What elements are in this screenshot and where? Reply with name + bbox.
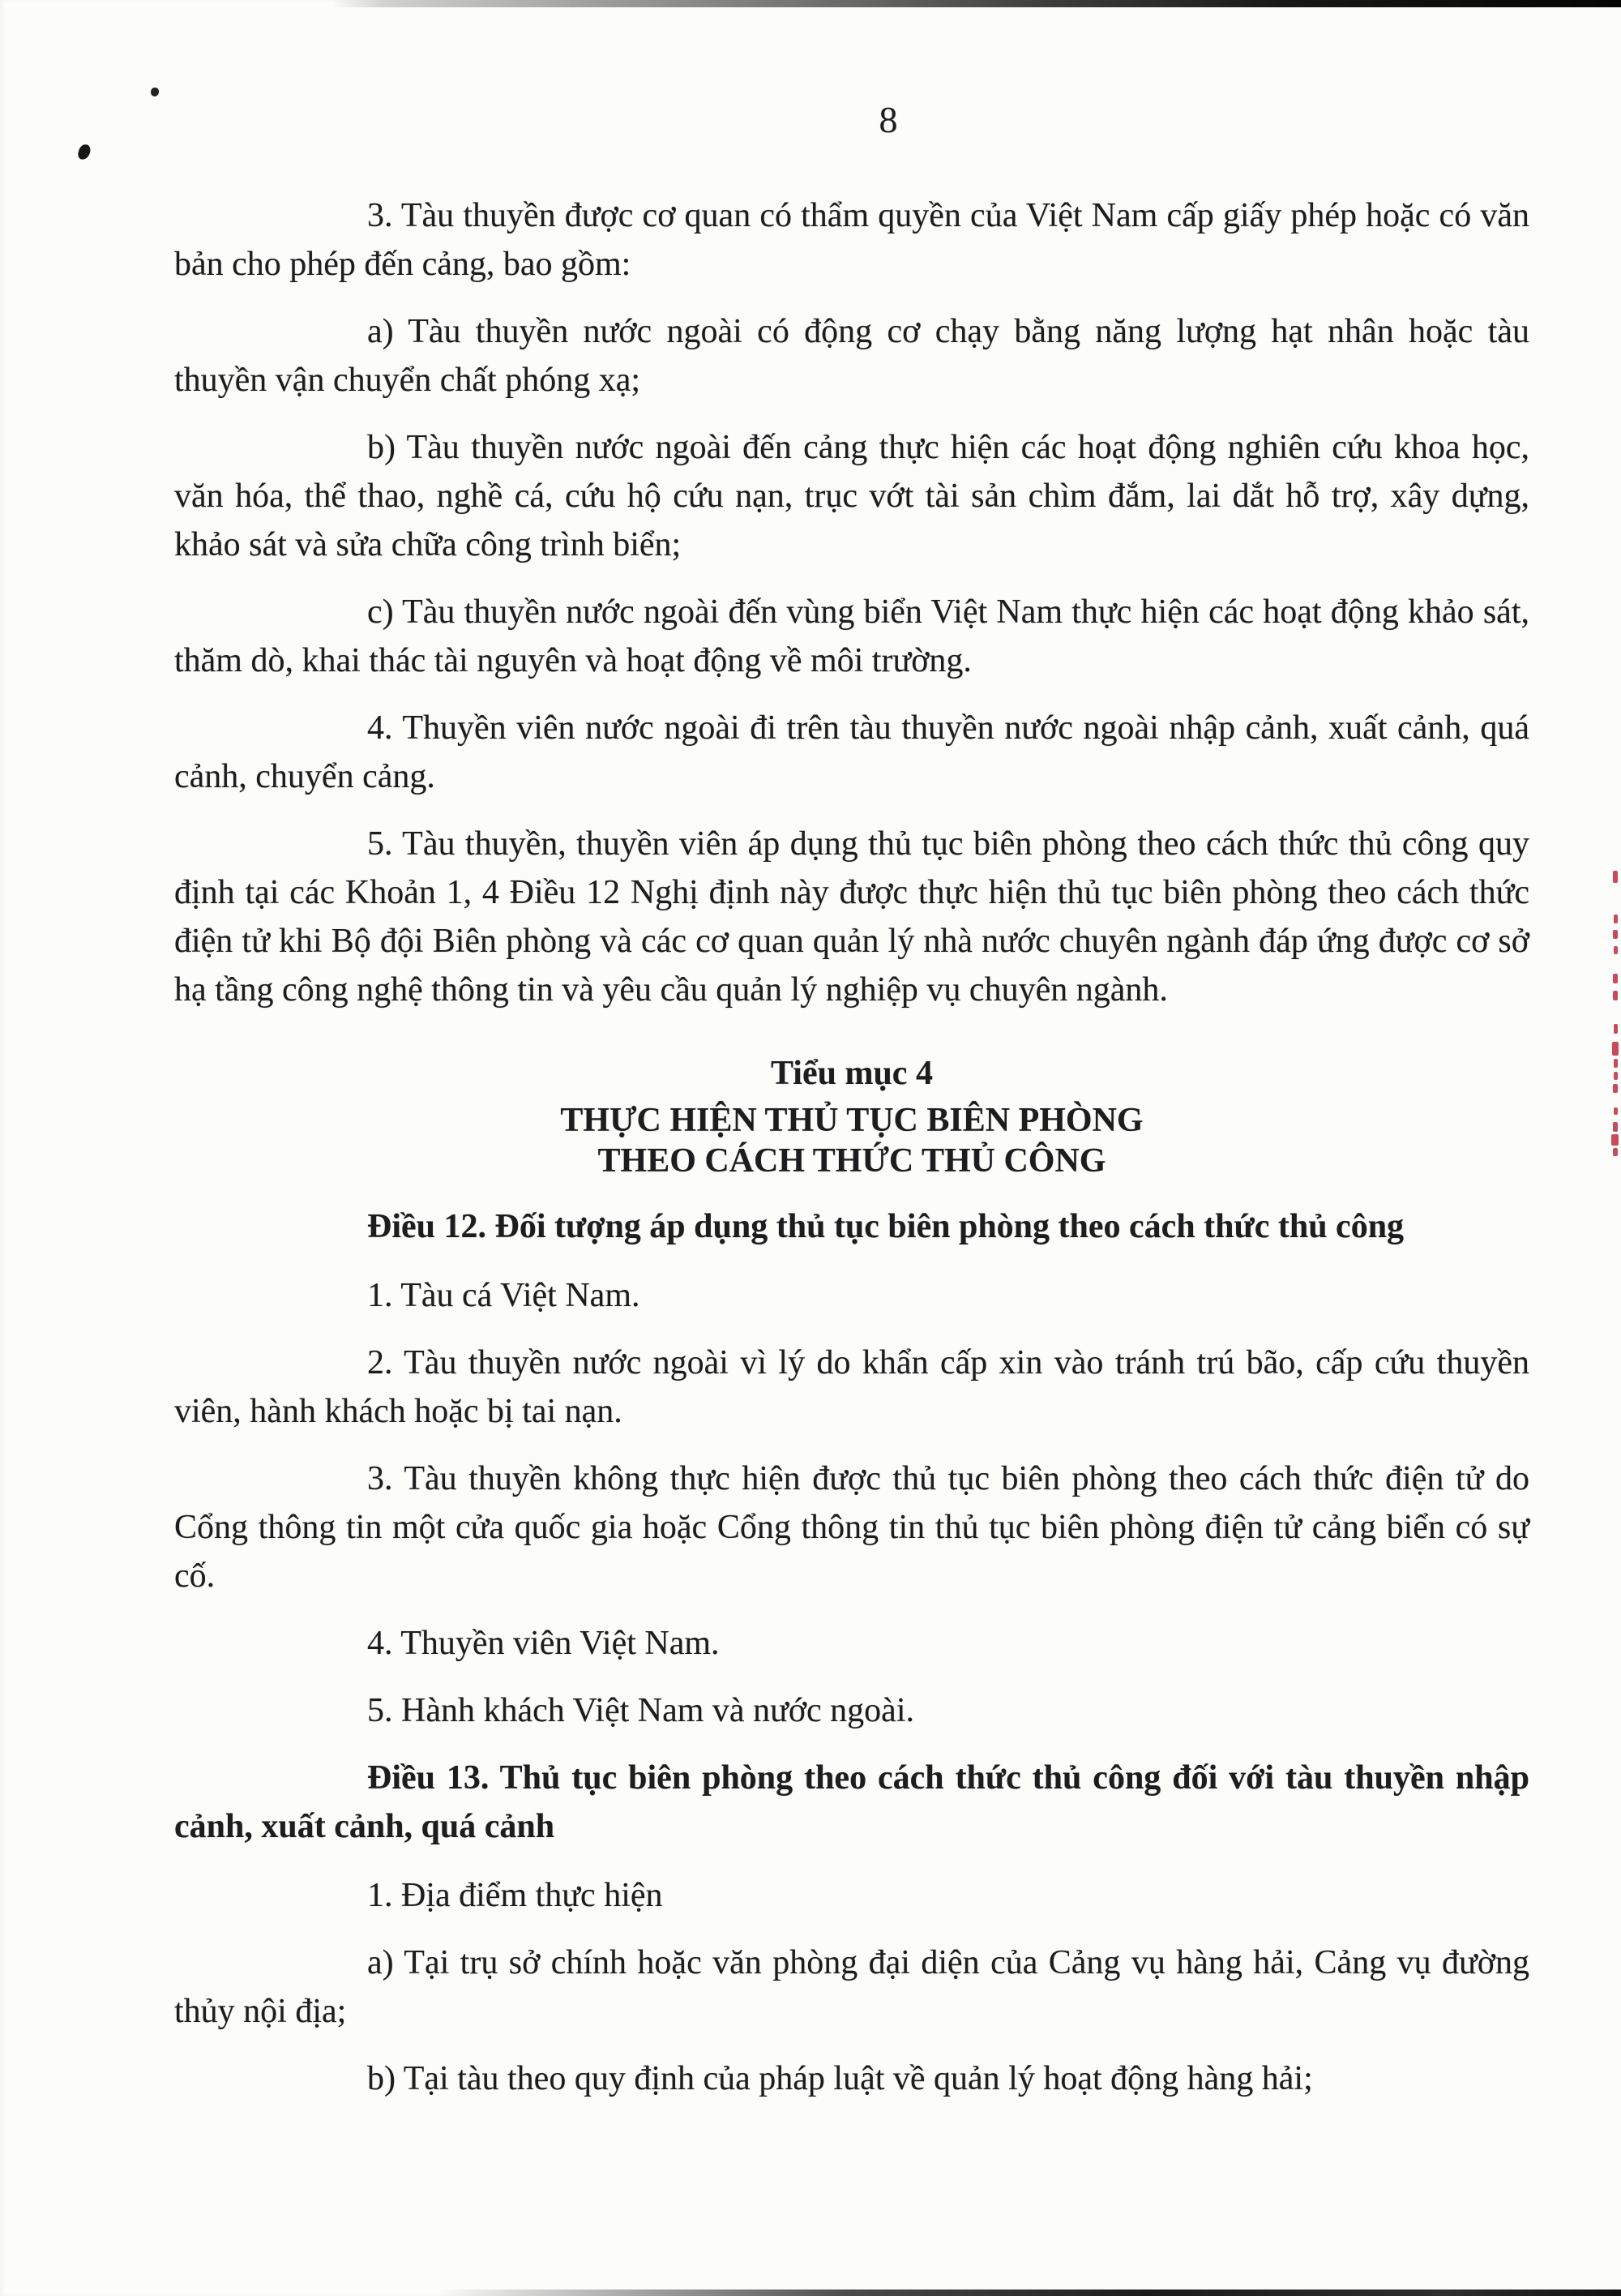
- document-body: [174, 191, 1529, 2122]
- article-12-clause-4: 4. Thuyền viên Việt Nam.: [367, 1625, 720, 1662]
- clause-3-point-a: a) Tàu thuyền nước ngoài có động cơ chạy bằng năng lượng hạt nhân hoặc tàu thuyền vận chuyển chất phóng xạ;: [174, 313, 1529, 399]
- article-12-heading: Điều 12. Đối tượng áp dụng thủ tục biên phòng theo cách thức thủ công: [367, 1208, 1405, 1245]
- ink-speck: [151, 88, 159, 96]
- subsection-4-heading: [174, 1050, 1529, 1181]
- article-12-clause-1: 1. Tàu cá Việt Nam.: [367, 1277, 640, 1314]
- scan-edge-artifact-bottom: [438, 2290, 1621, 2296]
- article-13-point-a: a) Tại trụ sở chính hoặc văn phòng đại diện của Cảng vụ hàng hải, Cảng vụ đường thủy nội địa;: [174, 1944, 1529, 2030]
- ink-speck: [77, 144, 92, 161]
- subsection-4-subtitle-line-2: THEO CÁCH THỨC THỦ CÔNG: [597, 1142, 1106, 1180]
- clause-4: 4. Thuyền viên nước ngoài đi trên tàu thuyền nước ngoài nhập cảnh, xuất cảnh, quá cảnh, chuyển cảng.: [174, 709, 1529, 795]
- clause-3: 3. Tàu thuyền được cơ quan có thẩm quyền của Việt Nam cấp giấy phép hoặc có văn bản cho phép đến cảng, bao gồm:: [174, 197, 1529, 283]
- article-13-point-b: b) Tại tàu theo quy định của pháp luật về quản lý hoạt động hàng hải;: [367, 2060, 1313, 2097]
- clause-5: 5. Tàu thuyền, thuyền viên áp dụng thủ tục biên phòng theo cách thức thủ công quy định tại các Khoản 1, 4 Điều 12 Nghị định này được thực hiện thủ tục biên phòng theo cách thức điện tử khi Bộ đội Biên phòng và các cơ quan quản lý nhà nước chuyên ngành đáp ứng được cơ sở hạ tầng công nghệ thông tin và yêu cầu quản lý nghiệp vụ chuyên ngành.: [174, 825, 1529, 1009]
- subsection-4-title: Tiểu mục 4: [771, 1055, 933, 1092]
- subsection-4-subtitle-line-1: THỰC HIỆN THỦ TỤC BIÊN PHÒNG: [560, 1102, 1144, 1139]
- article-12-clause-2: 2. Tàu thuyền nước ngoài vì lý do khẩn cấp xin vào tránh trú bão, cấp cứu thuyền viên, hành khách hoặc bị tai nạn.: [174, 1344, 1529, 1430]
- scan-edge-artifact-top: [332, 0, 1621, 7]
- clause-3-point-c: c) Tàu thuyền nước ngoài đến vùng biển Việt Nam thực hiện các hoạt động khảo sát, thăm dò, khai thác tài nguyên và hoạt động về môi trường.: [174, 593, 1529, 679]
- article-13-heading: Điều 13. Thủ tục biên phòng theo cách thức thủ công đối với tàu thuyền nhập cảnh, xuất cảnh, quá cảnh: [174, 1759, 1529, 1845]
- article-12-clause-5: 5. Hành khách Việt Nam và nước ngoài.: [367, 1692, 914, 1729]
- article-13-clause-1: 1. Địa điểm thực hiện: [367, 1877, 663, 1914]
- article-12-clause-3: 3. Tàu thuyền không thực hiện được thủ tục biên phòng theo cách thức điện tử do Cổng thông tin một cửa quốc gia hoặc Cổng thông tin thủ tục biên phòng điện tử cảng biển có sự cố.: [174, 1460, 1529, 1595]
- clause-3-point-b: b) Tàu thuyền nước ngoài đến cảng thực hiện các hoạt động nghiên cứu khoa học, văn hóa, thể thao, nghề cá, cứu hộ cứu nạn, trục vớt tài sản chìm đắm, lai dắt hỗ trợ, xây dựng, khảo sát và sửa chữa công trình biển;: [174, 429, 1529, 563]
- page-number: 8: [879, 99, 898, 140]
